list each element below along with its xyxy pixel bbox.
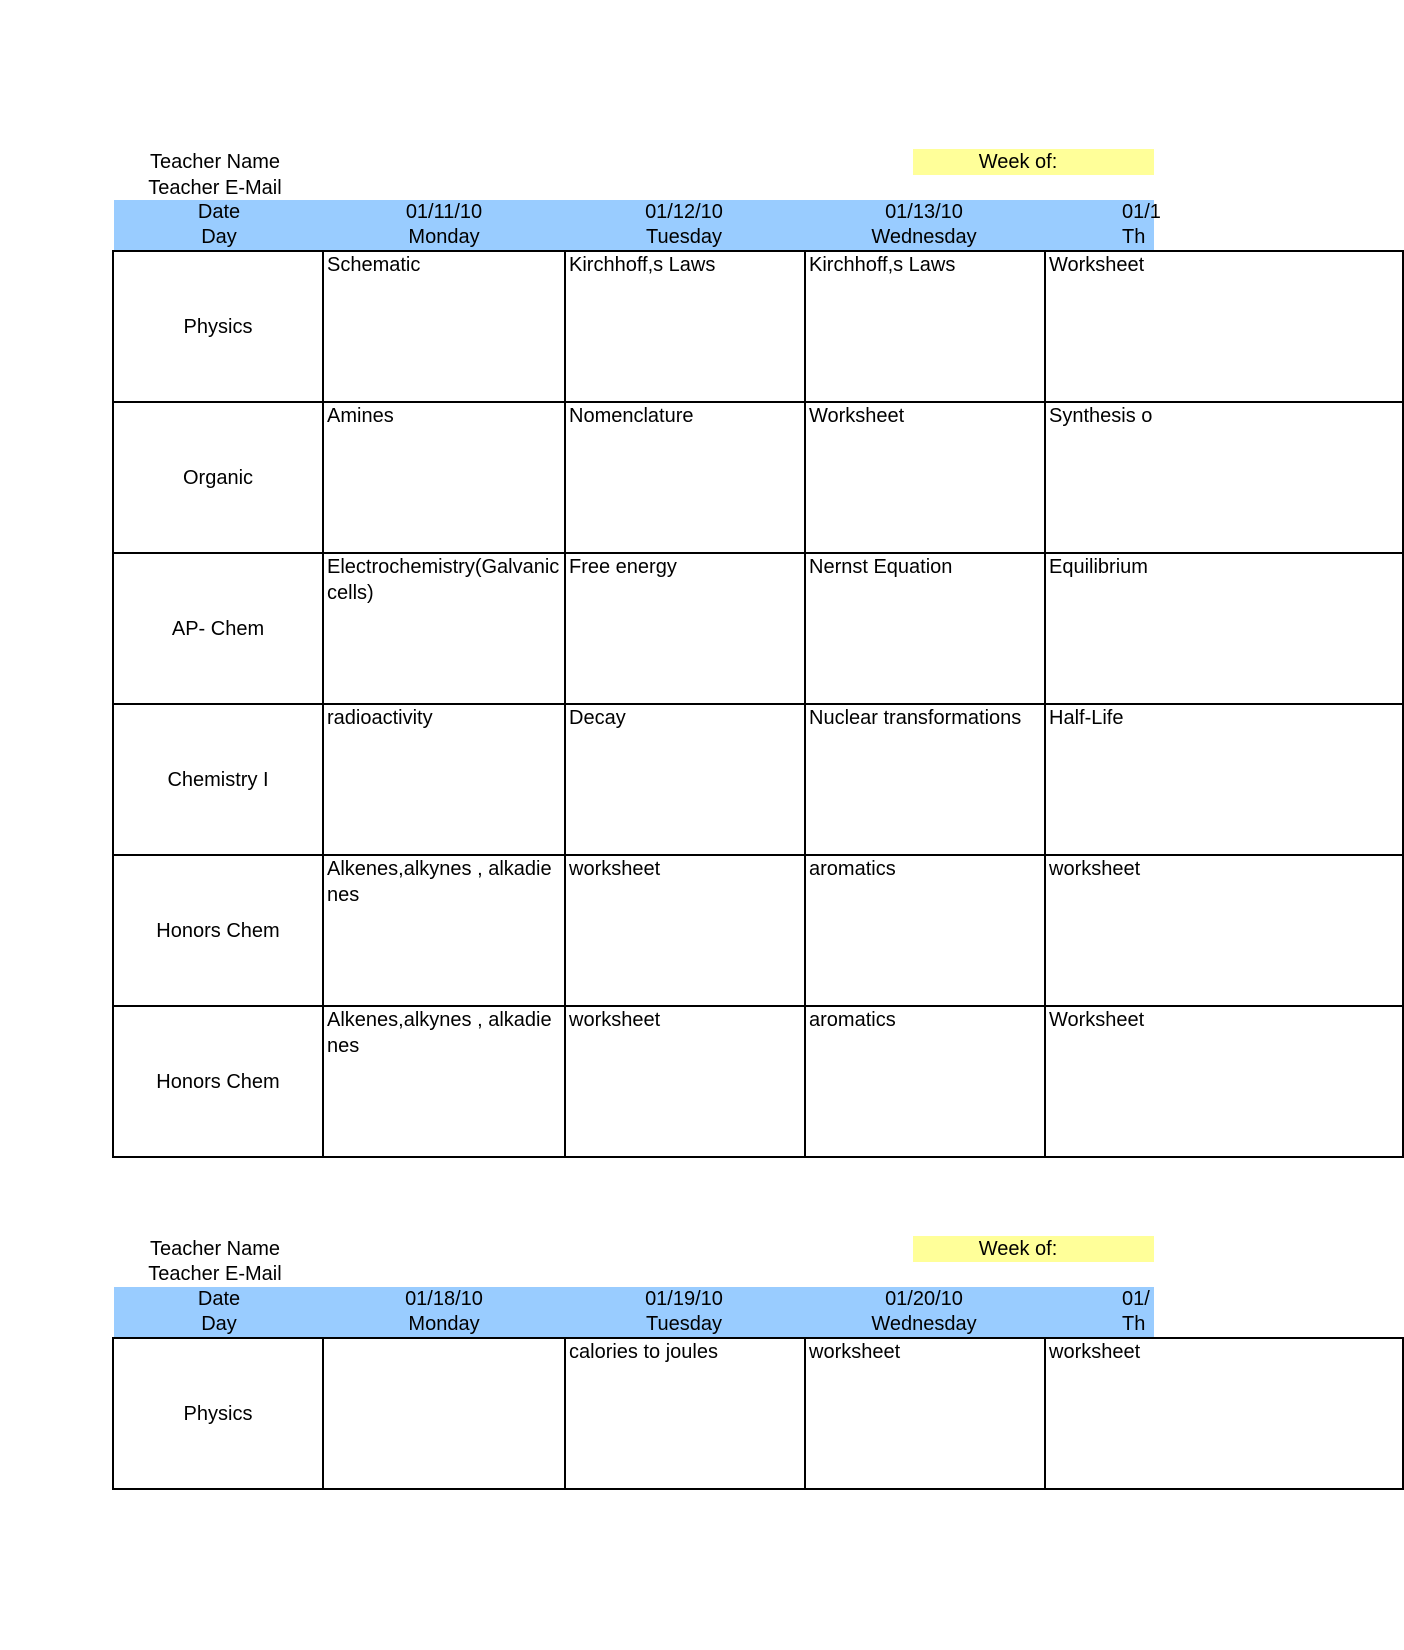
subject-cell: AP- Chem: [113, 553, 323, 704]
lesson-text: radioactivity: [327, 707, 433, 729]
week-of-label: Week of:: [978, 1238, 1058, 1260]
subject-cell: Physics: [113, 1338, 323, 1489]
table-row: [113, 1006, 1403, 1157]
date-thursday: 01/1: [1122, 201, 1161, 223]
lesson-text: Schematic: [327, 254, 421, 276]
subject-cell: Chemistry I: [113, 704, 323, 855]
date-monday: 01/18/10: [405, 1288, 483, 1310]
lesson-text: Half-Life: [1049, 707, 1124, 729]
lesson-text: Nomenclature: [569, 405, 694, 427]
date-day-header: [114, 200, 1161, 250]
lesson-text: Decay: [569, 707, 626, 729]
table-row: [113, 402, 1403, 553]
week-of-label: Week of:: [978, 151, 1058, 173]
day-label: Day: [201, 1313, 237, 1335]
lesson-cell: [323, 553, 565, 704]
lesson-text: Worksheet: [1049, 1009, 1145, 1031]
lesson-cell: [805, 251, 1045, 402]
table-row: [113, 704, 1403, 855]
lesson-text: Nuclear transformations: [809, 707, 1022, 729]
lesson-cell: [565, 855, 805, 1006]
lesson-text: Alkenes,alkynes , alkadienes: [327, 1009, 552, 1057]
lesson-cell: [323, 402, 565, 553]
lesson-cell: [565, 553, 805, 704]
lesson-text: worksheet: [569, 1009, 661, 1031]
teacher-name: Teacher Name: [149, 151, 281, 173]
lesson-cell: [1045, 1338, 1403, 1489]
date-monday: 01/11/10: [405, 201, 483, 223]
teacher-email: Teacher E-Mail: [148, 177, 282, 199]
lesson-cell: [323, 251, 565, 402]
lesson-text: Alkenes,alkynes , alkadienes: [327, 858, 552, 906]
lesson-cell: [805, 1338, 1045, 1489]
lesson-cell: [805, 402, 1045, 553]
lesson-text: Kirchhoff,s Laws: [809, 254, 956, 276]
lesson-text: Free energy: [569, 556, 677, 578]
day-label: Day: [201, 226, 237, 248]
lesson-cell: [805, 704, 1045, 855]
day-wednesday: Wednesday: [871, 1313, 977, 1335]
lesson-grid-week-1: [112, 250, 1404, 1158]
lesson-text: worksheet: [809, 1341, 901, 1363]
day-thursday: Th: [1122, 226, 1146, 248]
lesson-text: worksheet: [569, 858, 661, 880]
lesson-cell: [1045, 1006, 1403, 1157]
lesson-text: Worksheet: [809, 405, 905, 427]
subject-cell: Honors Chem: [113, 855, 323, 1006]
date-thursday: 01/: [1122, 1288, 1150, 1310]
lesson-text: Equilibrium: [1049, 556, 1148, 578]
teacher-email: Teacher E-Mail: [148, 1263, 282, 1285]
week-of-box: [913, 1236, 1154, 1262]
lesson-cell: [565, 402, 805, 553]
day-monday: Monday: [408, 226, 480, 248]
subject-cell: Organic: [113, 402, 323, 553]
lesson-cell: [805, 1006, 1045, 1157]
date-day-header: [114, 1287, 1154, 1337]
table-row: [113, 1338, 1403, 1489]
table-row: [113, 855, 1403, 1006]
table-row: [113, 251, 1403, 402]
lesson-text: worksheet: [1049, 1341, 1141, 1363]
date-label: Date: [197, 1288, 241, 1310]
lesson-text: worksheet: [1049, 858, 1141, 880]
lesson-text: aromatics: [809, 1009, 896, 1031]
date-tuesday: 01/12/10: [645, 201, 723, 223]
lesson-text: Worksheet: [1049, 254, 1145, 276]
lesson-cell: [805, 553, 1045, 704]
lesson-cell: [565, 1006, 805, 1157]
lesson-cell: [565, 1338, 805, 1489]
teacher-name: Teacher Name: [149, 1238, 281, 1260]
lesson-cell: [323, 704, 565, 855]
day-monday: Monday: [408, 1313, 480, 1335]
lesson-text: calories to joules: [569, 1341, 718, 1363]
lesson-text: Nernst Equation: [809, 556, 953, 578]
subject-cell: Physics: [113, 251, 323, 402]
table-row: [113, 553, 1403, 704]
date-label: Date: [197, 201, 241, 223]
lesson-cell: [323, 855, 565, 1006]
lesson-text: Synthesis o: [1049, 405, 1153, 427]
lesson-cell: [805, 855, 1045, 1006]
lesson-cell: [323, 1006, 565, 1157]
grid-clip-week-2: [0, 1337, 1154, 1463]
lesson-text: Electrochemistry(Galvanic cells): [327, 556, 560, 604]
date-tuesday: 01/19/10: [645, 1288, 723, 1310]
lesson-text: aromatics: [809, 858, 896, 880]
lesson-text: Amines: [327, 405, 394, 427]
day-thursday: Th: [1122, 1313, 1146, 1335]
day-tuesday: Tuesday: [646, 1313, 722, 1335]
day-tuesday: Tuesday: [646, 226, 722, 248]
lesson-text: Kirchhoff,s Laws: [569, 254, 716, 276]
lesson-cell: [1045, 553, 1403, 704]
date-wednesday: 01/13/10: [885, 201, 963, 223]
lesson-cell: [1045, 704, 1403, 855]
lesson-cell: [1045, 251, 1403, 402]
lesson-grid-week-2: [112, 1337, 1404, 1490]
lesson-cell: [1045, 855, 1403, 1006]
week-of-box: [913, 149, 1154, 175]
lesson-cell: [1045, 402, 1403, 553]
day-wednesday: Wednesday: [871, 226, 977, 248]
lesson-cell: [565, 704, 805, 855]
subject-cell: Honors Chem: [113, 1006, 323, 1157]
lesson-cell: [323, 1338, 565, 1489]
lesson-cell: [565, 251, 805, 402]
date-wednesday: 01/20/10: [885, 1288, 963, 1310]
